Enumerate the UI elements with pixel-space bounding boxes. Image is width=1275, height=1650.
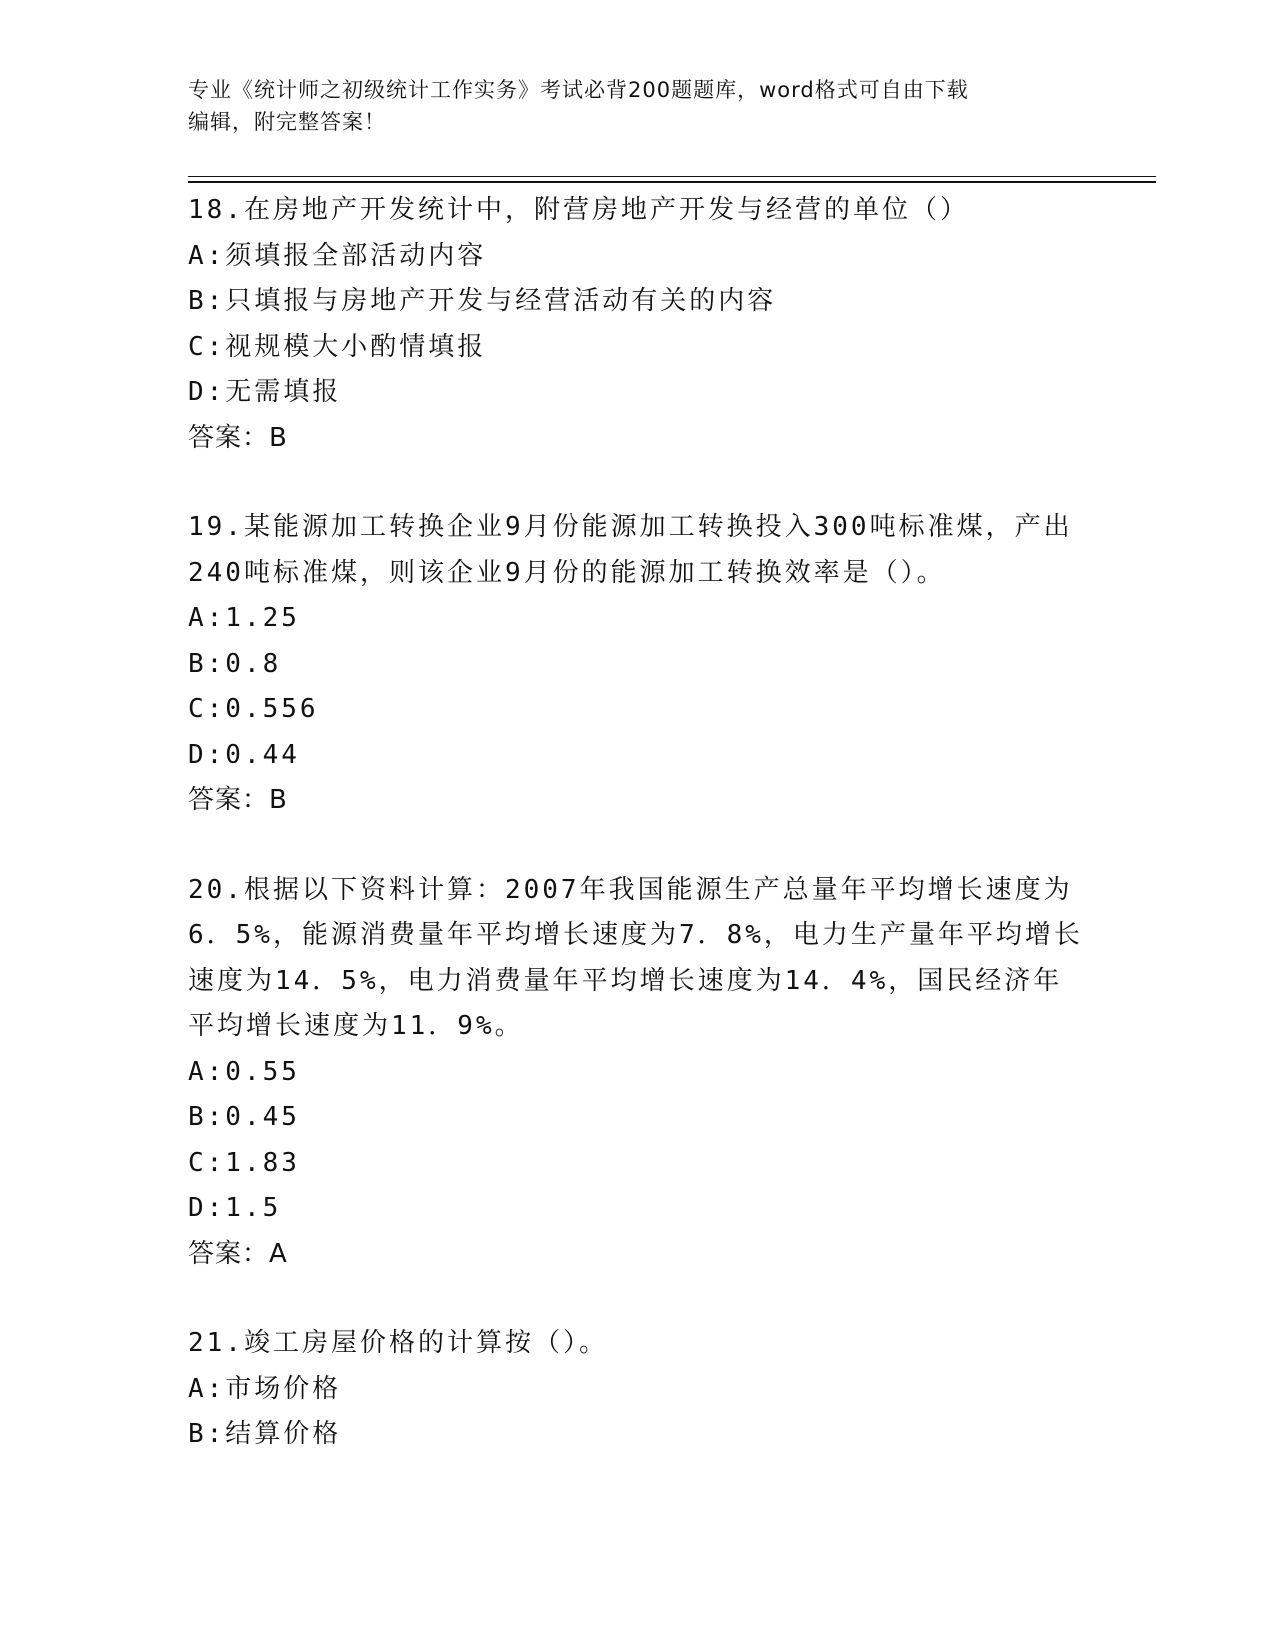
question-text: 21.竣工房屋价格的计算按（）。	[188, 1328, 608, 1358]
question-21	[188, 1321, 1088, 1458]
header-line-2: 编辑，附完整答案！	[188, 110, 386, 134]
answer-label: 答案：B	[188, 785, 288, 815]
header-line-1: 专业《统计师之初级统计工作实务》考试必背200题题库，word格式可自由下载	[188, 78, 969, 102]
question-list	[188, 188, 1088, 1502]
header-divider-thick	[188, 181, 1156, 183]
option-b: B:只填报与房地产开发与经营活动有关的内容	[188, 286, 777, 316]
question-text: 18.在房地产开发统计中，附营房地产开发与经营的单位（）	[188, 195, 969, 225]
option-b: B:0.45	[188, 1102, 300, 1132]
header-divider-thin	[188, 176, 1156, 177]
option-c: C:0.556	[188, 694, 319, 724]
option-a: A:市场价格	[188, 1373, 342, 1404]
option-d: D:无需填报	[188, 377, 342, 407]
option-c: C:1.83	[188, 1147, 300, 1178]
option-d: D:1.5	[188, 1193, 282, 1223]
answer-label: 答案：A	[188, 1238, 288, 1269]
question-19	[188, 505, 1088, 824]
option-b: B:结算价格	[188, 1419, 342, 1449]
option-a: A:0.55	[188, 1056, 300, 1087]
question-text: 20.根据以下资料计算：2007年我国能源生产总量年平均增长速度为6．5%，能源消费量年平均增长速度为7．8%，电力生产量年平均增长速度为14．5%，电力消费量年平均增长速度为14．4%，国民经济年平均增长速度为11．9%。	[188, 874, 1083, 1041]
question-text: 19.某能源加工转换企业9月份能源加工转换投入300吨标准煤，产出240吨标准煤，则该企业9月份的能源加工转换效率是（）。	[188, 512, 1073, 588]
document-header	[188, 74, 1068, 138]
option-a: A:1.25	[188, 603, 300, 633]
option-b: B:0.8	[188, 648, 282, 679]
question-20	[188, 868, 1088, 1278]
option-d: D:0.44	[188, 739, 300, 770]
option-a: A:须填报全部活动内容	[188, 240, 487, 271]
question-18	[188, 188, 1088, 461]
answer-label: 答案：B	[188, 422, 288, 453]
option-c: C:视规模大小酌情填报	[188, 331, 487, 362]
